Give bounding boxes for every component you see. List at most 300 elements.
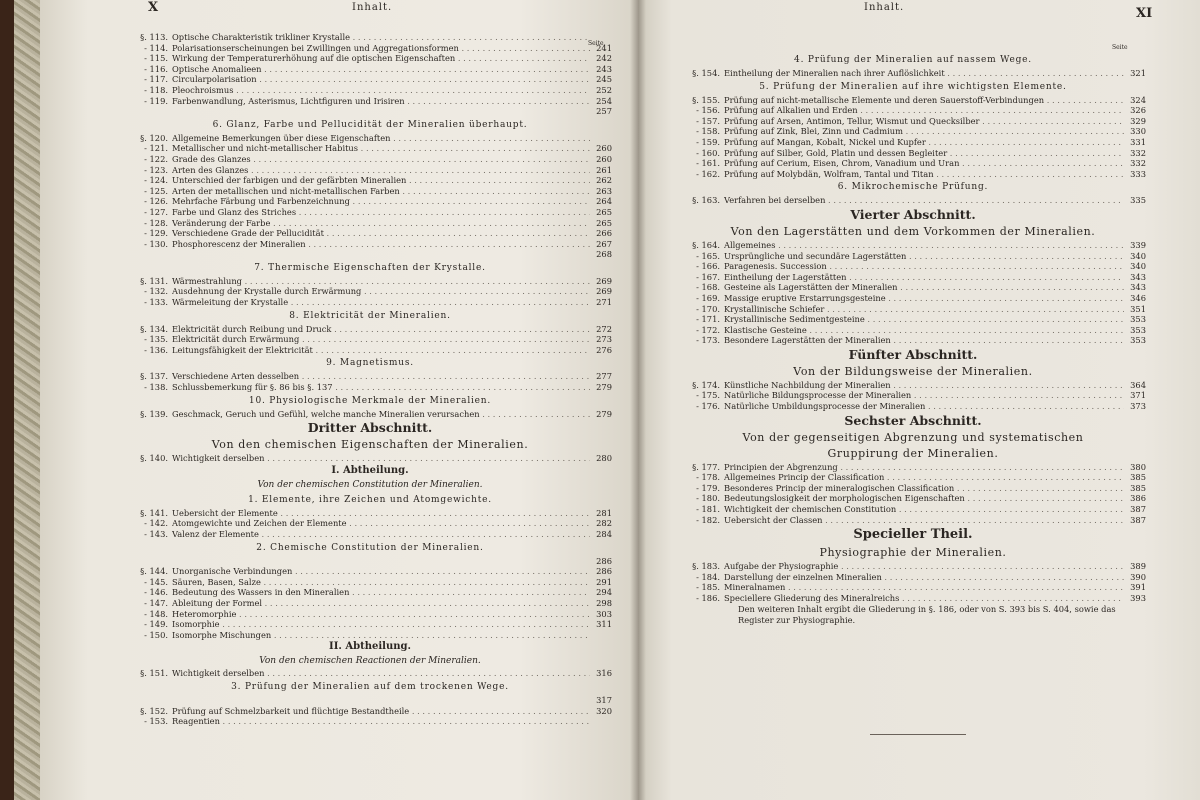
entry-title: Ableitung der Formel . . . bbox=[172, 598, 590, 609]
page-ref: 385 bbox=[1130, 472, 1146, 483]
entry-title: Eintheilung der Lagerstätten . . . bbox=[724, 272, 1124, 283]
entry-title: Veränderung der Farbe . . . bbox=[172, 218, 590, 229]
section-number: §. 139. bbox=[140, 408, 168, 419]
page-ref: 281 bbox=[596, 507, 612, 518]
toc-entry bbox=[128, 529, 612, 540]
toc-entry bbox=[128, 566, 612, 577]
entry-title: Verschiedene Arten desselben . . . bbox=[172, 371, 590, 382]
toc-entry bbox=[128, 218, 612, 229]
toc-entry bbox=[680, 240, 1146, 251]
entry-title: Elektricität durch Reibung und Druck . . . bbox=[172, 324, 590, 335]
part-heading: Sechster Abschnitt. bbox=[844, 412, 982, 428]
toc-entry bbox=[128, 85, 612, 96]
section-number: - 118. bbox=[144, 84, 168, 95]
section-number: §. 137. bbox=[140, 371, 168, 382]
page-ref: 254 bbox=[596, 95, 612, 106]
toc-entry bbox=[128, 133, 612, 144]
toc-entry bbox=[680, 293, 1146, 304]
page-ref: 331 bbox=[1130, 136, 1146, 147]
entry-title: Krystallinische Sedimentgesteine . . . bbox=[724, 314, 1124, 325]
page-ref: 343 bbox=[1130, 271, 1146, 282]
page-ref: 272 bbox=[596, 323, 612, 334]
entry-title: Valenz der Elemente . . . bbox=[172, 529, 590, 540]
section-number: §. 131. bbox=[140, 275, 168, 286]
toc-entry bbox=[128, 186, 612, 197]
page-ref: 340 bbox=[1130, 250, 1146, 261]
section-number: - 122. bbox=[144, 153, 168, 164]
part-subtitle: Von der Bildungsweise der Mineralien. bbox=[793, 364, 1033, 378]
section-number: - 153. bbox=[144, 716, 168, 727]
right-page bbox=[638, 0, 1200, 800]
entry-title: Leitungsfähigkeit der Elektricität . . . bbox=[172, 345, 590, 356]
toc-entry bbox=[680, 137, 1146, 148]
toc-content bbox=[128, 32, 612, 727]
toc-entry bbox=[680, 148, 1146, 159]
toc-entry bbox=[680, 462, 1146, 473]
page-ref: 391 bbox=[1130, 582, 1146, 593]
toc-entry bbox=[128, 668, 612, 679]
section-number: - 138. bbox=[144, 382, 168, 393]
toc-entry bbox=[680, 158, 1146, 169]
entry-title: Allgemeine Bemerkungen über diese Eigenschaften . . . bbox=[172, 133, 590, 144]
page-ref: 353 bbox=[1130, 324, 1146, 335]
page-ref: 385 bbox=[1130, 482, 1146, 493]
page-ref: 252 bbox=[596, 84, 612, 95]
page-ref: 269 bbox=[596, 286, 612, 297]
page-ref: 298 bbox=[596, 597, 612, 608]
page-ref: 387 bbox=[1130, 514, 1146, 525]
section-subheading: 7. Thermische Eigenschaften der Krystalle. bbox=[254, 262, 486, 273]
toc-entry bbox=[128, 96, 612, 107]
page-ref: 291 bbox=[596, 576, 612, 587]
page-ref: 329 bbox=[1130, 115, 1146, 126]
page-ref: 353 bbox=[1130, 335, 1146, 346]
entry-title: Heteromorphie . . . bbox=[172, 609, 590, 620]
entry-title: Prüfung auf nicht-metallische Elemente und deren Sauerstoff-Verbindungen . . . bbox=[724, 95, 1124, 106]
page-ref: 326 bbox=[1130, 105, 1146, 116]
section-number: - 185. bbox=[696, 582, 720, 593]
section-number: - 162. bbox=[696, 168, 720, 179]
special-part-heading: Specieller Theil. bbox=[853, 527, 973, 543]
page-ref: 332 bbox=[1130, 158, 1146, 169]
section-number: - 171. bbox=[696, 314, 720, 325]
entry-title: Speciellere Gliederung des Mineralreichs . . . bbox=[724, 593, 1124, 604]
toc-entry bbox=[680, 261, 1146, 272]
toc-entry bbox=[680, 282, 1146, 293]
toc-entry bbox=[128, 334, 612, 345]
toc-entry bbox=[128, 609, 612, 620]
page-ref: 284 bbox=[596, 529, 612, 539]
page-ref: 351 bbox=[1130, 303, 1146, 314]
section-number: - 130. bbox=[144, 238, 168, 249]
page-ref: 271 bbox=[596, 297, 612, 308]
page-ref: 268 bbox=[596, 249, 612, 260]
toc-entry bbox=[680, 272, 1146, 283]
toc-entry bbox=[128, 32, 612, 43]
toc-entry bbox=[680, 314, 1146, 325]
page-ref: 264 bbox=[596, 196, 612, 207]
page-ref: 282 bbox=[596, 518, 612, 529]
section-number: §. 163. bbox=[692, 195, 720, 206]
section-subheading: 10. Physiologische Merkmale der Mineralien. bbox=[248, 395, 492, 406]
page-ref: 265 bbox=[596, 206, 612, 217]
section-number: - 150. bbox=[144, 629, 168, 640]
entry-title: Isomorphe Mischungen . . . bbox=[172, 630, 590, 641]
section-number: - 168. bbox=[696, 282, 720, 293]
toc-entry bbox=[128, 409, 612, 420]
page-ref: 294 bbox=[596, 587, 612, 598]
toc-entry bbox=[128, 106, 612, 117]
section-number: §. 141. bbox=[140, 507, 168, 518]
entry-title: Krystallinische Schiefer . . . bbox=[724, 304, 1124, 315]
entry-title: Schlussbemerkung für §. 86 bis §. 137 . . . bbox=[172, 382, 590, 393]
page-ref: 343 bbox=[1130, 282, 1146, 293]
section-number: - 124. bbox=[144, 175, 168, 186]
page-ref: 267 bbox=[596, 238, 612, 249]
toc-entry bbox=[680, 105, 1146, 116]
section-number: §. 144. bbox=[140, 566, 168, 577]
end-rule bbox=[870, 734, 966, 735]
entry-title: Arten des Glanzes . . . bbox=[172, 165, 590, 176]
section-number: - 132. bbox=[144, 286, 168, 297]
toc-entry bbox=[128, 619, 612, 630]
page-ref: 390 bbox=[1130, 571, 1146, 582]
section-number: - 128. bbox=[144, 217, 168, 228]
page-ref: 273 bbox=[596, 334, 612, 345]
toc-entry bbox=[680, 68, 1146, 79]
page-ref: 340 bbox=[1130, 261, 1146, 272]
page-ref: 279 bbox=[596, 408, 612, 419]
section-subheading: 2. Chemische Constitution der Mineralien. bbox=[256, 542, 484, 553]
toc-entry bbox=[128, 239, 612, 250]
page-ref: 286 bbox=[596, 555, 612, 566]
section-number: - 115. bbox=[144, 53, 168, 64]
toc-entry bbox=[128, 630, 612, 641]
entry-title: Farbe und Glanz des Striches . . . bbox=[172, 207, 590, 218]
entry-title: Prüfung auf Silber, Gold, Platin und dessen Begleiter . . . bbox=[724, 148, 1124, 159]
entry-title: Säuren, Basen, Salze . . . bbox=[172, 577, 590, 588]
toc-entry bbox=[680, 515, 1146, 526]
section-number: - 173. bbox=[696, 335, 720, 346]
section-number: - 116. bbox=[144, 63, 168, 74]
page-ref: 260 bbox=[596, 153, 612, 164]
section-subheading: 3. Prüfung der Mineralien auf dem trockenen Wege. bbox=[231, 681, 509, 692]
entry-title: Unterschied der farbigen und der gefärbten Mineralien . . . bbox=[172, 175, 590, 186]
part-subtitle: Von den Lagerstätten und dem Vorkommen der Mineralien. bbox=[730, 224, 1096, 238]
part-subtitle: Gruppirung der Mineralien. bbox=[827, 446, 999, 460]
entry-title: Phosphorescenz der Mineralien . . . bbox=[172, 239, 590, 250]
entry-title: Uebersicht der Elemente . . . bbox=[172, 508, 590, 519]
page-ref: 316 bbox=[596, 668, 612, 679]
page-ref: 333 bbox=[1130, 168, 1146, 179]
toc-entry bbox=[680, 572, 1146, 583]
toc-entry bbox=[128, 74, 612, 85]
toc-entry bbox=[128, 43, 612, 54]
section-number: - 160. bbox=[696, 147, 720, 158]
section-number: - 166. bbox=[696, 261, 720, 272]
toc-entry bbox=[680, 593, 1146, 604]
page-ref: 353 bbox=[1130, 314, 1146, 325]
section-subheading: 8. Elektricität der Mineralien. bbox=[289, 310, 451, 321]
page-ref: 279 bbox=[596, 382, 612, 393]
page-ref: 277 bbox=[596, 371, 612, 382]
toc-entry bbox=[680, 169, 1146, 180]
part-heading: Dritter Abschnitt. bbox=[307, 420, 433, 436]
entry-title: Natürliche Bildungsprocesse der Mineralien . . . bbox=[724, 390, 1124, 401]
section-number: - 149. bbox=[144, 619, 168, 630]
page-ref: 393 bbox=[1130, 593, 1146, 603]
section-number: - 180. bbox=[696, 493, 720, 504]
toc-entry bbox=[128, 228, 612, 239]
entry-title: Aufgabe der Physiographie . . . bbox=[724, 561, 1124, 572]
section-number: §. 140. bbox=[140, 453, 168, 464]
page-ref: 386 bbox=[1130, 493, 1146, 504]
entry-title: Prüfung auf Molybdän, Wolfram, Tantal und Titan . . . bbox=[724, 169, 1124, 180]
page-ref: 380 bbox=[1130, 461, 1146, 472]
section-number: - 178. bbox=[696, 472, 720, 483]
section-number: - 148. bbox=[144, 608, 168, 619]
entry-title: Massige eruptive Erstarrungsgesteine . . . bbox=[724, 293, 1124, 304]
section-number: - 157. bbox=[696, 115, 720, 126]
toc-entry bbox=[128, 297, 612, 308]
page-ref: 324 bbox=[1130, 94, 1146, 105]
toc-entry bbox=[128, 154, 612, 165]
toc-entry bbox=[680, 390, 1146, 401]
toc-entry bbox=[680, 472, 1146, 483]
toc-entry bbox=[128, 249, 612, 260]
toc-entry bbox=[680, 335, 1146, 346]
section-number: - 179. bbox=[696, 482, 720, 493]
division-heading: II. Abtheilung. bbox=[329, 641, 411, 653]
toc-entry bbox=[128, 518, 612, 529]
entry-title: Geschmack, Geruch und Gefühl, welche manche Mineralien verursachen . . . bbox=[172, 409, 590, 420]
toc-entry bbox=[680, 504, 1146, 515]
toc-entry bbox=[128, 706, 612, 717]
toc-entry bbox=[680, 95, 1146, 106]
toc-entry bbox=[128, 695, 612, 706]
entry-title: Isomorphie . . . bbox=[172, 619, 590, 630]
entry-title: Prüfung auf Zink, Blei, Zinn und Cadmium . . . bbox=[724, 126, 1124, 137]
column-label: Seite bbox=[1112, 44, 1128, 51]
entry-title: Circularpolarisation . . . bbox=[172, 74, 590, 85]
section-number: §. 120. bbox=[140, 132, 168, 143]
toc-entry bbox=[128, 276, 612, 287]
entry-title: Natürliche Umbildungsprocesse der Mineralien . . . bbox=[724, 401, 1124, 412]
toc-entry bbox=[128, 165, 612, 176]
toc-entry bbox=[128, 716, 612, 727]
page-ref: 262 bbox=[596, 175, 612, 186]
section-number: - 145. bbox=[144, 576, 168, 587]
section-subheading: 1. Elemente, ihre Zeichen und Atomgewichte. bbox=[248, 494, 492, 505]
section-number: - 170. bbox=[696, 303, 720, 314]
page-ref: 335 bbox=[1130, 195, 1146, 206]
section-subheading: 9. Magnetismus. bbox=[326, 358, 414, 369]
page-ref: 317 bbox=[596, 694, 612, 705]
section-number: - 125. bbox=[144, 185, 168, 196]
entry-title: Ausdehnung der Krystalle durch Erwärmung . . . bbox=[172, 286, 590, 297]
entry-title: Wärmestrahlung . . . bbox=[172, 276, 590, 287]
section-number: - 123. bbox=[144, 164, 168, 175]
entry-title: Prüfung auf Alkalien und Erden . . . bbox=[724, 105, 1124, 116]
entry-title: Grade des Glanzes . . . bbox=[172, 154, 590, 165]
section-number: - 176. bbox=[696, 401, 720, 412]
toc-entry bbox=[128, 143, 612, 154]
section-subheading: 6. Mikrochemische Prüfung. bbox=[837, 182, 989, 193]
section-number: - 186. bbox=[696, 593, 720, 603]
section-number: - 133. bbox=[144, 297, 168, 308]
toc-entry bbox=[128, 286, 612, 297]
entry-title: Gesteine als Lagerstätten der Mineralien . . . bbox=[724, 282, 1124, 293]
page-ref: 243 bbox=[596, 63, 612, 74]
section-subheading: 6. Glanz, Farbe und Pellucidität der Mineralien überhaupt. bbox=[212, 119, 528, 130]
entry-title: Verschiedene Grade der Pellucidität . . . bbox=[172, 228, 590, 239]
section-number: - 161. bbox=[696, 158, 720, 169]
section-number: §. 113. bbox=[140, 32, 168, 42]
toc-entry bbox=[680, 304, 1146, 315]
page-ref: 332 bbox=[1130, 147, 1146, 158]
entry-title: Eintheilung der Mineralien nach ihrer Auflöslichkeit . . . bbox=[724, 68, 1124, 79]
section-number: §. 177. bbox=[692, 461, 720, 472]
entry-title: Farbenwandlung, Asterismus, Lichtfiguren und Irisiren . . . bbox=[172, 96, 590, 107]
section-number: §. 154. bbox=[692, 68, 720, 78]
page-ref: 242 bbox=[596, 53, 612, 64]
page-ref: 389 bbox=[1130, 561, 1146, 572]
entry-title: Darstellung der einzelnen Mineralien . . . bbox=[724, 572, 1124, 583]
section-number: §. 155. bbox=[692, 94, 720, 105]
section-number: - 167. bbox=[696, 271, 720, 282]
section-subheading: 5. Prüfung der Mineralien auf ihre wichtigsten Elemente. bbox=[759, 81, 1067, 92]
closing-note: Den weiteren Inhalt ergibt die Gliederung in §. 186, oder von S. 393 bis S. 404, sowie das Register zur Physiographie. bbox=[738, 603, 1116, 625]
part-subtitle: Von den chemischen Eigenschaften der Mineralien. bbox=[211, 438, 529, 452]
toc-entry bbox=[680, 116, 1146, 127]
toc-entry bbox=[680, 325, 1146, 336]
toc-entry bbox=[680, 251, 1146, 262]
section-number: - 143. bbox=[144, 529, 168, 539]
section-number: - 181. bbox=[696, 504, 720, 515]
part-heading: Vierter Abschnitt. bbox=[850, 206, 976, 222]
toc-entry bbox=[128, 196, 612, 207]
entry-title: Pleochroismus . . . bbox=[172, 85, 590, 96]
page-ref: 280 bbox=[596, 453, 612, 464]
entry-title: Optische Charakteristik trikliner Krystalle . . . bbox=[172, 32, 590, 43]
page-ref: 346 bbox=[1130, 292, 1146, 303]
entry-title: Polarisationserscheinungen bei Zwillingen und Aggregationsformen . . . bbox=[172, 43, 590, 54]
section-number: - 114. bbox=[144, 42, 168, 53]
toc-entry bbox=[128, 508, 612, 519]
page-ref: 320 bbox=[596, 705, 612, 716]
section-number: §. 174. bbox=[692, 379, 720, 390]
entry-title: Elektricität durch Erwärmung . . . bbox=[172, 334, 590, 345]
toc-content bbox=[680, 52, 1146, 626]
toc-entry bbox=[128, 598, 612, 609]
entry-title: Unorganische Verbindungen . . . bbox=[172, 566, 590, 577]
part-subtitle: Physiographie der Mineralien. bbox=[819, 546, 1007, 560]
section-number: - 182. bbox=[696, 514, 720, 525]
section-number: §. 151. bbox=[140, 668, 168, 679]
toc-entry bbox=[680, 401, 1146, 412]
page-ref: 257 bbox=[596, 106, 612, 117]
section-number: §. 134. bbox=[140, 323, 168, 334]
entry-title: Mehrfache Färbung und Farbenzeichnung . . . bbox=[172, 196, 590, 207]
entry-title: Atomgewichte und Zeichen der Elemente . . . bbox=[172, 518, 590, 529]
page-number: X bbox=[148, 0, 159, 15]
page-ref: 269 bbox=[596, 275, 612, 286]
division-subtitle: Von den chemischen Reactionen der Mineralien. bbox=[259, 656, 481, 667]
section-number: - 129. bbox=[144, 228, 168, 239]
section-number: - 126. bbox=[144, 196, 168, 207]
page-ref: 303 bbox=[596, 608, 612, 619]
page-ref: 263 bbox=[596, 185, 612, 196]
section-number: - 147. bbox=[144, 597, 168, 608]
section-number: §. 164. bbox=[692, 239, 720, 250]
section-number: - 158. bbox=[696, 126, 720, 137]
section-number: - 142. bbox=[144, 518, 168, 529]
section-number: - 165. bbox=[696, 250, 720, 261]
entry-title: Uebersicht der Classen . . . bbox=[724, 515, 1124, 526]
page-ref: 245 bbox=[596, 74, 612, 85]
entry-title: Verfahren bei derselben . . . bbox=[724, 195, 1124, 206]
entry-title: Paragenesis. Succession . . . bbox=[724, 261, 1124, 272]
page-ref: 373 bbox=[1130, 401, 1146, 412]
section-number: - 119. bbox=[144, 95, 168, 106]
entry-title: Optische Anomalieen . . . bbox=[172, 64, 590, 75]
page-ref: 261 bbox=[596, 164, 612, 175]
section-number: - 169. bbox=[696, 292, 720, 303]
running-header: Inhalt. bbox=[352, 2, 393, 13]
section-number: - 136. bbox=[144, 344, 168, 355]
page-ref: 265 bbox=[596, 217, 612, 228]
section-number: - 117. bbox=[144, 74, 168, 85]
toc-entry bbox=[128, 453, 612, 464]
page-ref: 321 bbox=[1130, 68, 1146, 78]
book-spine bbox=[0, 0, 14, 800]
toc-entry bbox=[680, 493, 1146, 504]
entry-title: Klastische Gesteine . . . bbox=[724, 325, 1124, 336]
page-ref: 241 bbox=[596, 42, 612, 53]
page-ref: 286 bbox=[596, 566, 612, 577]
toc-entry bbox=[128, 382, 612, 393]
toc-entry bbox=[680, 483, 1146, 494]
toc-entry bbox=[128, 64, 612, 75]
page-ref: 364 bbox=[1130, 379, 1146, 390]
entry-title: Principien der Abgrenzung . . . bbox=[724, 462, 1124, 473]
left-page bbox=[40, 0, 638, 800]
toc-entry bbox=[128, 587, 612, 598]
entry-title: Mineralnamen . . . bbox=[724, 582, 1124, 593]
entry-title: Allgemeines . . . bbox=[724, 240, 1124, 251]
entry-title: Metallischer und nicht-metallischer Habitus . . . bbox=[172, 143, 590, 154]
section-number: §. 152. bbox=[140, 705, 168, 716]
toc-entry bbox=[680, 126, 1146, 137]
toc-entry bbox=[128, 53, 612, 64]
toc-entry bbox=[128, 371, 612, 382]
toc-entry bbox=[128, 324, 612, 335]
entry-title: Prüfung auf Mangan, Kobalt, Nickel und Kupfer . . . bbox=[724, 137, 1124, 148]
page-ref: 387 bbox=[1130, 504, 1146, 515]
toc-entry bbox=[128, 207, 612, 218]
page-ref: 371 bbox=[1130, 390, 1146, 401]
toc-entry bbox=[680, 582, 1146, 593]
page-ref: 260 bbox=[596, 143, 612, 154]
entry-title: Wichtigkeit der chemischen Constitution . . . bbox=[724, 504, 1124, 515]
division-subtitle: Von der chemischen Constitution der Mineralien. bbox=[257, 479, 483, 490]
page-ref: 311 bbox=[596, 619, 612, 630]
entry-title: Prüfung auf Schmelzbarkeit und flüchtige Bestandtheile . . . bbox=[172, 706, 590, 717]
entry-title: Ursprüngliche und secundäre Lagerstätten . . . bbox=[724, 251, 1124, 262]
part-subtitle: Von der gegenseitigen Abgrenzung und systematischen bbox=[742, 430, 1084, 444]
section-number: - 184. bbox=[696, 571, 720, 582]
section-number: - 156. bbox=[696, 105, 720, 116]
